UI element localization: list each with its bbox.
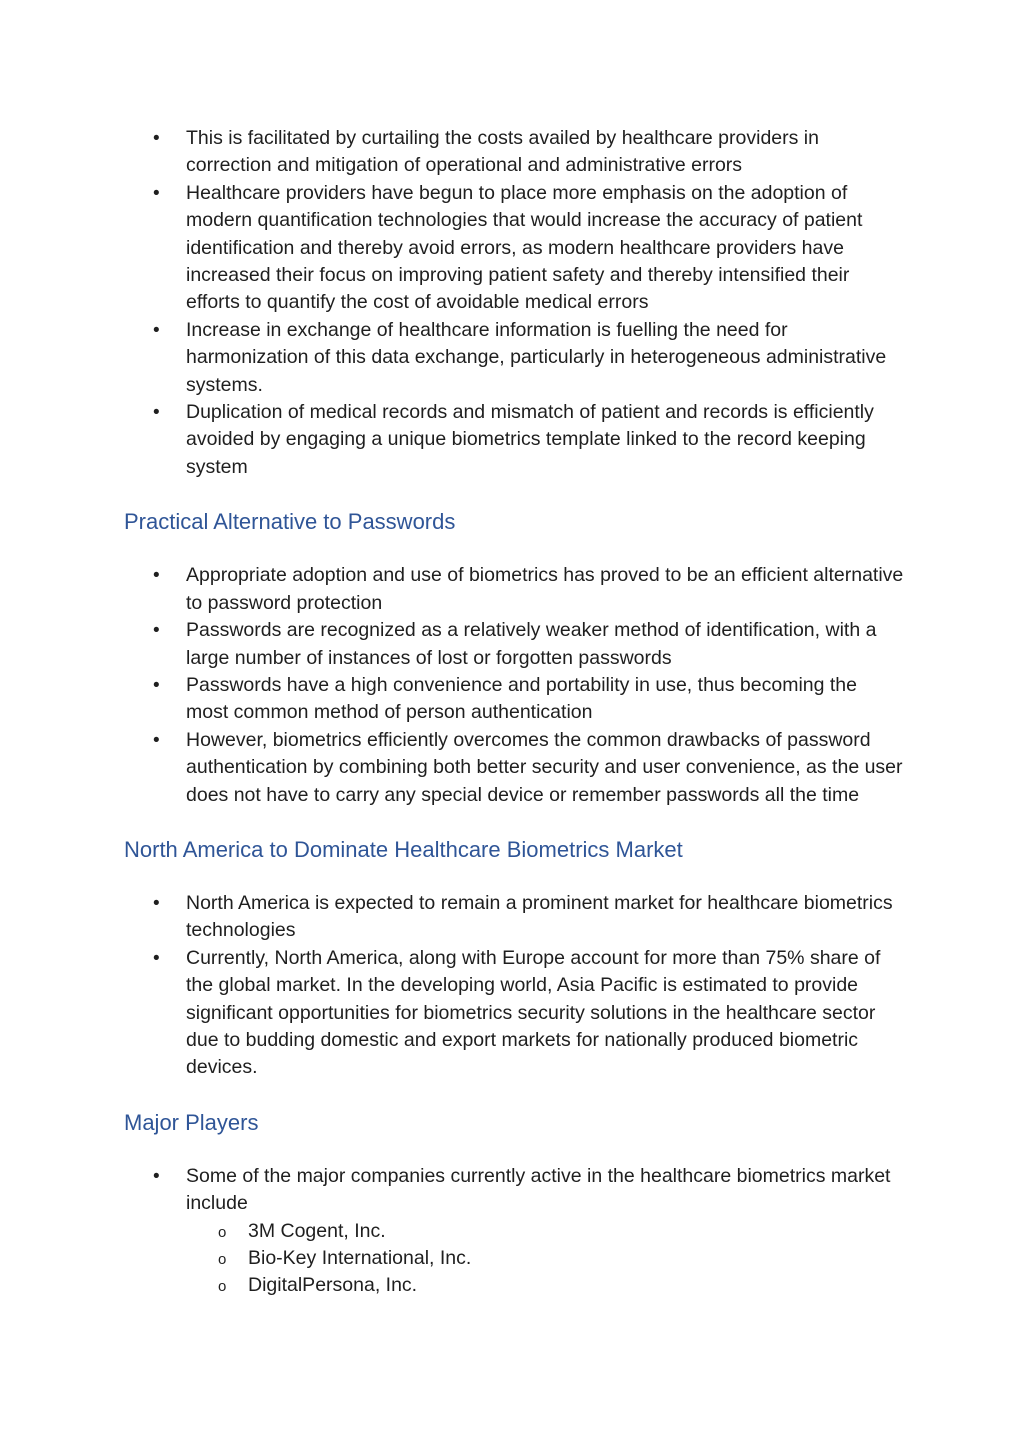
list-item-text: Some of the major companies currently active in the healthcare biometrics market include xyxy=(186,1164,891,1215)
list-item: • Duplication of medical records and mismatch of patient and records is efficiently avoided by engaging a unique biometrics template linked to the record keeping system xyxy=(124,399,904,481)
list-item: • Passwords have a high convenience and portability in use, thus becoming the most common method of person authentication xyxy=(124,672,904,727)
section-heading-passwords: Practical Alternative to Passwords xyxy=(124,509,456,535)
list-item: • This is facilitated by curtailing the costs availed by healthcare providers in correction and mitigation of operational and administrative errors xyxy=(124,125,904,180)
section-heading-north-america: North America to Dominate Healthcare Biometrics Market xyxy=(124,836,683,862)
intro-bullet-list xyxy=(124,125,904,481)
list-item: • Currently, North America, along with Europe account for more than 75% share of the global market. In the developing world, Asia Pacific is estimated to provide significant opportunities for biometrics security solutions in the healthcare sector due to budding domestic and export markets for nationally produced biometric devices. xyxy=(124,945,904,1082)
section-heading-major-players: Major Players xyxy=(124,1109,259,1135)
company-sub-list xyxy=(186,1218,904,1300)
sub-list-item: o DigitalPersona, Inc. xyxy=(186,1272,904,1299)
list-item: • Passwords are recognized as a relatively weaker method of identification, with a large number of instances of lost or forgotten passwords xyxy=(124,617,904,672)
list-item xyxy=(124,1163,904,1300)
major-players-bullet-list xyxy=(124,1163,904,1300)
document-body xyxy=(124,125,904,1300)
passwords-bullet-list xyxy=(124,562,904,809)
list-item: • Appropriate adoption and use of biometrics has proved to be an efficient alternative to password protection xyxy=(124,562,904,617)
list-item: • However, biometrics efficiently overcomes the common drawbacks of password authentication by combining both better security and user convenience, as the user does not have to carry any special device or remember passwords all the time xyxy=(124,727,904,809)
list-item: • Healthcare providers have begun to place more emphasis on the adoption of modern quantification technologies that would increase the accuracy of patient identification and thereby avoid errors, as modern healthcare providers have increased their focus on improving patient safety and thereby intensified their efforts to quantify the cost of avoidable medical errors xyxy=(124,180,904,317)
sub-list-item: o Bio-Key International, Inc. xyxy=(186,1245,904,1272)
sub-list-item: o 3M Cogent, Inc. xyxy=(186,1218,904,1245)
list-item: • Increase in exchange of healthcare information is fuelling the need for harmonization of this data exchange, particularly in heterogeneous administrative systems. xyxy=(124,317,904,399)
list-item: • North America is expected to remain a prominent market for healthcare biometrics technologies xyxy=(124,890,904,945)
north-america-bullet-list xyxy=(124,890,904,1082)
